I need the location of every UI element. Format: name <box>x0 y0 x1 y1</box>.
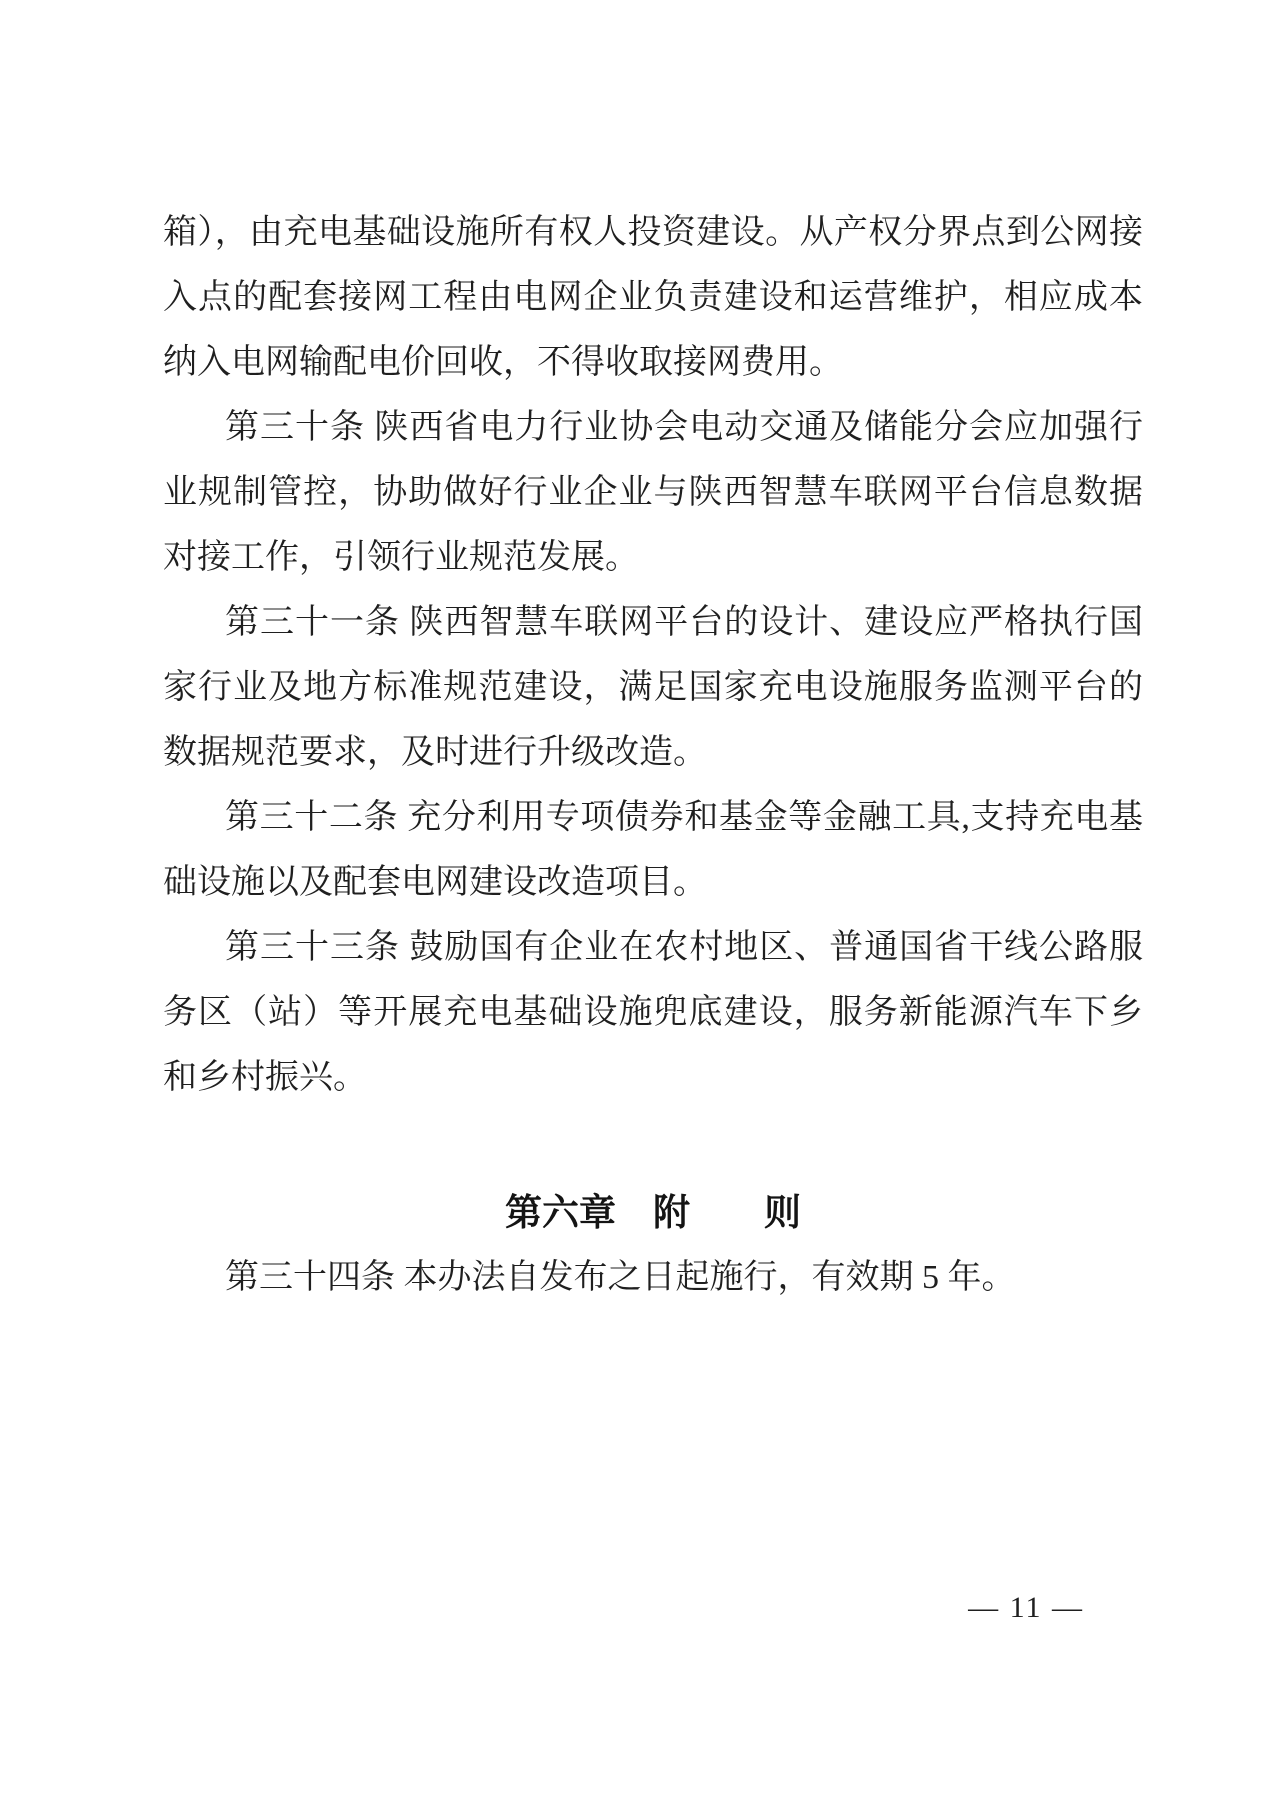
page-number: — 11 — <box>968 1591 1084 1624</box>
paragraph-continuation: 箱），由充电基础设施所有权人投资建设。从产权分界点到公网接入点的配套接网工程由电网企业负责建设和运营维护，相应成本纳入电网输配电价回收，不得收取接网费用。 <box>163 214 1143 381</box>
paragraph-article-33: 第三十三条 鼓励国有企业在农村地区、普通国省干线公路服务区（站）等开展充电基础设施兜底建设，服务新能源汽车下乡和乡村振兴。 <box>163 929 1143 1096</box>
paragraph-article-34: 第三十四条 本办法自发布之日起施行，有效期 5 年。 <box>225 1259 1016 1296</box>
chapter-heading: 第六章 附 则 <box>505 1192 801 1233</box>
paragraph-article-30: 第三十条 陕西省电力行业协会电动交通及储能分会应加强行业规制管控，协助做好行业企业与陕西智慧车联网平台信息数据对接工作，引领行业规范发展。 <box>163 409 1143 576</box>
document-body <box>163 200 1143 1310</box>
paragraph-article-32: 第三十二条 充分利用专项债券和基金等金融工具,支持充电基础设施以及配套电网建设改造项目。 <box>163 799 1143 901</box>
paragraph-article-31: 第三十一条 陕西智慧车联网平台的设计、建设应严格执行国家行业及地方标准规范建设，满足国家充电设施服务监测平台的数据规范要求，及时进行升级改造。 <box>163 604 1143 771</box>
